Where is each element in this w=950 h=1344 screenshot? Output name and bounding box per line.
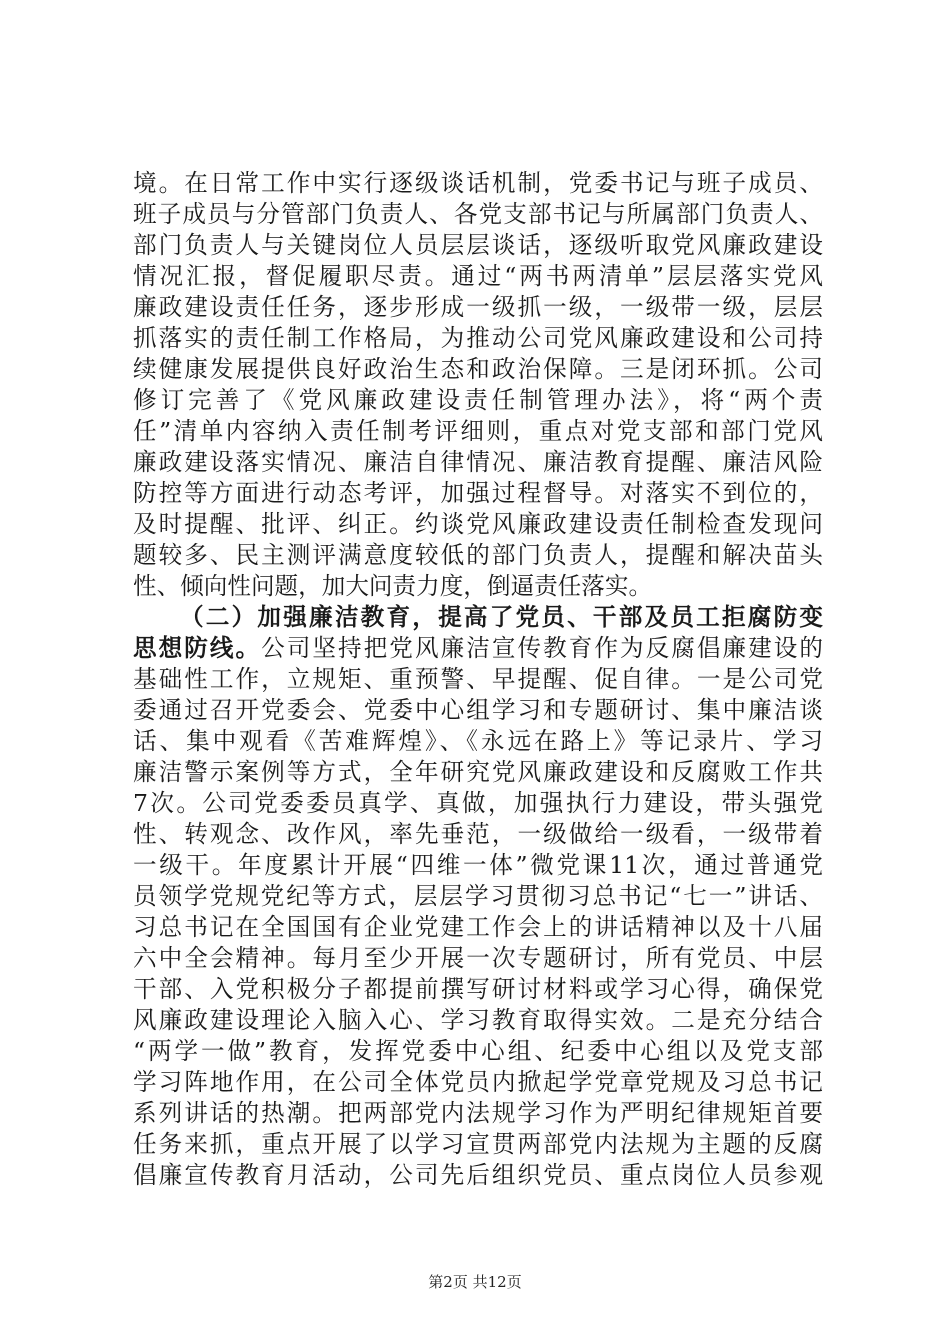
text-line: 风廉政建设理论入脑入心、学习教育取得实效。二是充分结合: [133, 1006, 823, 1034]
text-line: 抓落实的责任制工作格局，为推动公司党风廉政建设和公司持: [133, 324, 823, 352]
text-line: 一级干。年度累计开展“四维一体”微党课11次，通过普通党: [133, 851, 823, 879]
text-line: 六中全会精神。每月至少开展一次专题研讨，所有党员、中层: [133, 944, 823, 972]
section-heading-text: （二）加强廉洁教育，提高了党员、干部及员工拒腐防变: [180, 603, 823, 631]
text-line: 廉政建设落实情况、廉洁自律情况、廉洁教育提醒、廉洁风险: [133, 448, 823, 476]
text-line: 续健康发展提供良好政治生态和政治保障。三是闭环抓。公司: [133, 355, 823, 383]
text-line: 学习阵地作用，在公司全体党员内掀起学党章党规及习总书记: [133, 1068, 823, 1096]
text-line: [133, 633, 823, 664]
text-line: 修订完善了《党风廉政建设责任制管理办法》，将“两个责: [133, 386, 823, 414]
text-line: 话、集中观看《苦难辉煌》、《永远在路上》等记录片、学习: [133, 727, 823, 755]
text-line: 基础性工作，立规矩、重预警、早提醒、促自律。一是公司党: [133, 665, 823, 693]
text-line: 防控等方面进行动态考评，加强过程督导。对落实不到位的，: [133, 479, 823, 507]
section-heading: [133, 602, 823, 633]
text-line: 委通过召开党委会、党委中心组学习和专题研讨、集中廉洁谈: [133, 696, 823, 724]
text-line: 系列讲话的热潮。把两部党内法规学习作为严明纪律规矩首要: [133, 1099, 823, 1127]
text-line-rest: 公司坚持把党风廉洁宣传教育作为反腐倡廉建设的: [261, 634, 823, 662]
page-footer: [0, 1272, 950, 1292]
text-line: 班子成员与分管部门负责人、各党支部书记与所属部门负责人、: [133, 200, 823, 228]
text-line: 倡廉宣传教育月活动，公司先后组织党员、重点岗位人员参观: [133, 1161, 823, 1189]
text-line: 任”清单内容纳入责任制考评细则，重点对党支部和部门党风: [133, 417, 823, 445]
text-line: 题较多、民主测评满意度较低的部门负责人，提醒和解决苗头: [133, 541, 823, 569]
section-heading-tail: 思想防线。: [133, 634, 262, 662]
text-line: 干部、入党积极分子都提前撰写研讨材料或学习心得，确保党: [133, 975, 823, 1003]
text-line: “两学一做”教育，发挥党委中心组、纪委中心组以及党支部: [133, 1037, 823, 1065]
text-line: 廉洁警示案例等方式，全年研究党风廉政建设和反腐败工作共: [133, 758, 823, 786]
text-line: 任务来抓，重点开展了以学习宣贯两部党内法规为主题的反腐: [133, 1130, 823, 1158]
text-line: 及时提醒、批评、纠正。约谈党风廉政建设责任制检查发现问: [133, 510, 823, 538]
text-line: 习总书记在全国国有企业党建工作会上的讲话精神以及十八届: [133, 913, 823, 941]
document-body: [133, 168, 823, 1191]
text-line: 境。在日常工作中实行逐级谈话机制，党委书记与班子成员、: [133, 169, 823, 197]
text-line: 性、倾向性问题，加大问责力度，倒逼责任落实。: [133, 572, 653, 600]
text-line: 廉政建设责任任务，逐步形成一级抓一级，一级带一级，层层: [133, 293, 823, 321]
text-line: 情况汇报，督促履职尽责。通过“两书两清单”层层落实党风: [133, 262, 823, 290]
text-line: 性、转观念、改作风，率先垂范，一级做给一级看，一级带着: [133, 820, 823, 848]
text-line: 部门负责人与关键岗位人员层层谈话，逐级听取党风廉政建设: [133, 231, 823, 259]
page-number: 第2页 共12页: [428, 1273, 522, 1291]
text-line: 7次。公司党委委员真学、真做，加强执行力建设，带头强党: [133, 789, 823, 817]
text-line: 员领学党规党纪等方式，层层学习贯彻习总书记“七一”讲话、: [133, 882, 823, 910]
